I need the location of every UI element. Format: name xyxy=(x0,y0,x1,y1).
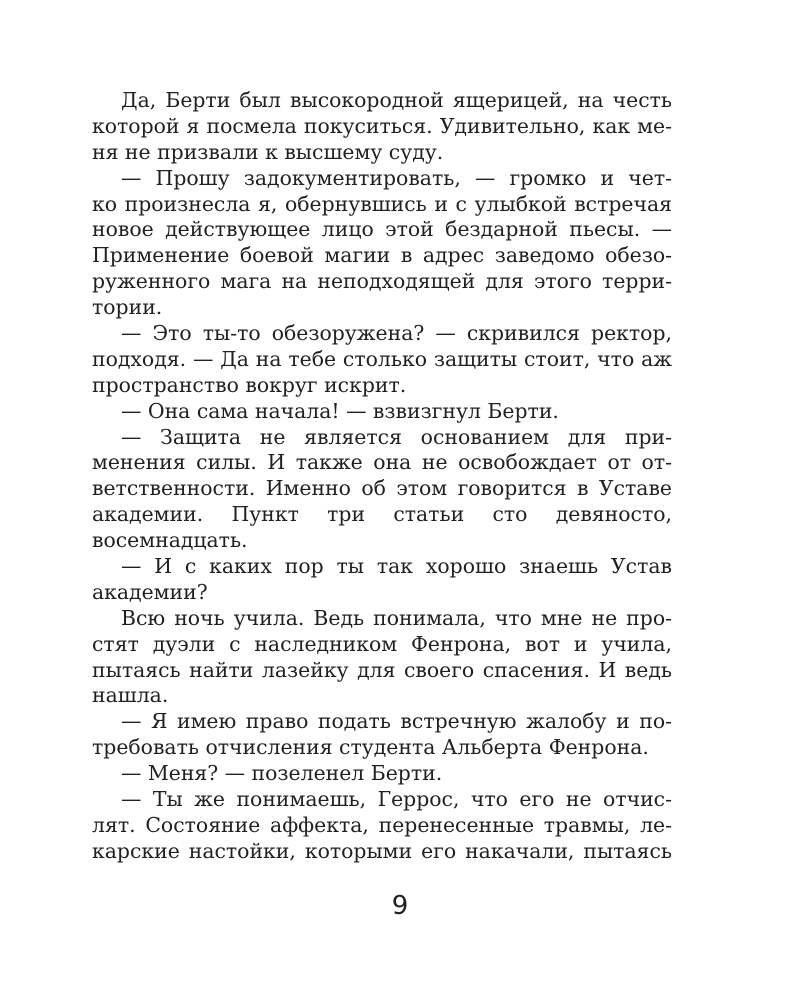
text-line: карские настойки, которыми его накачали, пытаясь xyxy=(92,838,672,863)
text-line: восемнадцать. xyxy=(92,528,248,553)
text-line: пространство вокруг искрит. xyxy=(92,372,407,397)
text-line: тории. xyxy=(92,295,163,320)
text-line: которой я посмела покуситься. Удивительно, как ме- xyxy=(92,113,672,138)
text-line: ко произнесла я, обернувшись и с улыбкой встречая xyxy=(92,191,672,216)
text-line: — И с каких пор ты так хорошо знаешь Устав xyxy=(121,554,672,579)
text-line: Всю ночь учила. Ведь понимала, что мне не про- xyxy=(121,605,672,630)
text-line: руженного мага на неподходящей для этого терри- xyxy=(92,269,672,294)
text-line: — Меня? — позеленел Берти. xyxy=(121,761,443,786)
body-text xyxy=(92,88,672,865)
text-line: — Прошу задокументировать, — громко и чет- xyxy=(121,165,672,190)
text-line: ветственности. Именно об этом говорится в Уставе xyxy=(92,476,672,501)
text-line: ня не призвали к высшему суду. xyxy=(92,139,444,164)
text-line: Применение боевой магии в адрес заведомо обезо- xyxy=(92,243,672,268)
text-line: академии. Пункт три статьи сто девяносто, xyxy=(92,502,672,527)
text-line: — Ты же понимаешь, Геррос, что его не отчис- xyxy=(121,787,672,812)
text-line: академии? xyxy=(92,579,208,604)
text-line: нашла. xyxy=(92,683,169,708)
text-line: пытаясь найти лазейку для своего спасения. И ведь xyxy=(92,657,672,682)
text-line: — Я имею право подать встречную жалобу и по- xyxy=(121,709,672,734)
page-number: 9 xyxy=(391,891,409,921)
text-line: Да, Берти был высокородной ящерицей, на честь xyxy=(121,88,672,112)
text-line: стят дуэли с наследником Фенрона, вот и учила, xyxy=(92,631,672,656)
text-line: лят. Состояние аффекта, перенесенные травмы, ле- xyxy=(92,812,672,837)
text-line: — Она сама начала! — взвизгнул Берти. xyxy=(121,398,559,423)
text-line: подходя. — Да на тебе столько защиты стоит, что аж xyxy=(92,346,672,371)
text-line: требовать отчисления студента Альберта Фенрона. xyxy=(92,735,649,760)
text-line: — Защита не является основанием для при- xyxy=(121,424,672,449)
text-line: менения силы. И также она не освобождает от от- xyxy=(92,450,672,475)
text-line: — Это ты-то обезоружена? — скривился ректор, xyxy=(121,321,672,346)
text-line: новое действующее лицо этой бездарной пьесы. — xyxy=(92,217,672,242)
